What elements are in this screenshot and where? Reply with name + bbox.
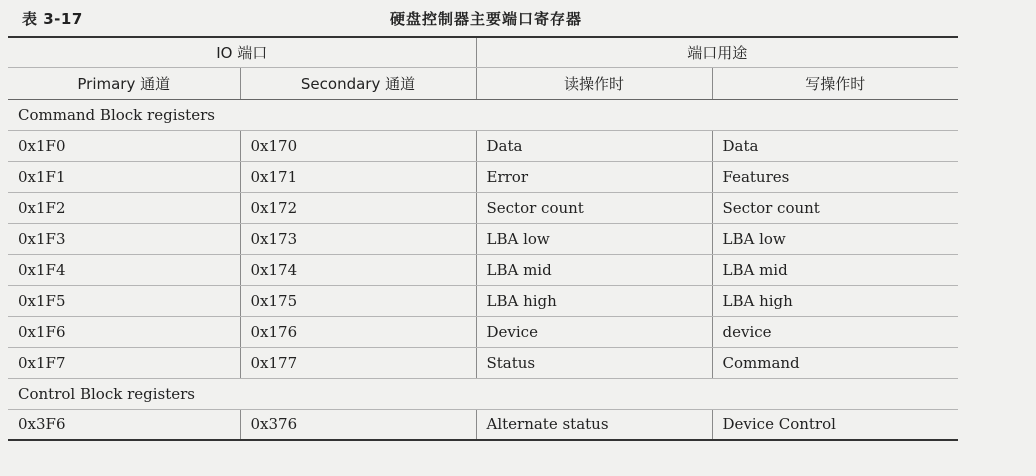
- section-label-control: Control Block registers: [8, 378, 958, 409]
- table-row: [8, 347, 958, 378]
- table-row: [8, 223, 958, 254]
- read-usage-cell: LBA low: [476, 223, 712, 254]
- port-register-table: [8, 36, 958, 441]
- read-op-header: 读操作时: [476, 67, 712, 99]
- secondary-port-cell: 0x173: [240, 223, 476, 254]
- primary-port-cell: 0x1F6: [8, 316, 240, 347]
- io-port-header: IO 端口: [8, 37, 476, 67]
- write-usage-cell: LBA high: [712, 285, 958, 316]
- secondary-port-cell: 0x174: [240, 254, 476, 285]
- secondary-port-cell: 0x170: [240, 130, 476, 161]
- secondary-channel-header: Secondary 通道: [240, 67, 476, 99]
- primary-port-cell: 0x1F3: [8, 223, 240, 254]
- primary-port-cell: 0x1F2: [8, 192, 240, 223]
- read-usage-cell: Data: [476, 130, 712, 161]
- write-usage-cell: LBA low: [712, 223, 958, 254]
- table-row: [8, 285, 958, 316]
- table-title: 硬盘控制器主要端口寄存器: [390, 10, 583, 28]
- read-usage-cell: Device: [476, 316, 712, 347]
- primary-port-cell: 0x1F7: [8, 347, 240, 378]
- write-usage-cell: LBA mid: [712, 254, 958, 285]
- primary-channel-header: Primary 通道: [8, 67, 240, 99]
- write-usage-cell: Device Control: [712, 409, 958, 440]
- table-header: [8, 37, 958, 99]
- read-usage-cell: Alternate status: [476, 409, 712, 440]
- table-row: [8, 254, 958, 285]
- section-row-command: [8, 99, 958, 130]
- read-usage-cell: Status: [476, 347, 712, 378]
- table-body: [8, 99, 958, 440]
- primary-port-cell: 0x1F4: [8, 254, 240, 285]
- write-op-header: 写操作时: [712, 67, 958, 99]
- read-usage-cell: Error: [476, 161, 712, 192]
- table-row: [8, 161, 958, 192]
- primary-port-cell: 0x1F1: [8, 161, 240, 192]
- write-usage-cell: device: [712, 316, 958, 347]
- read-usage-cell: LBA high: [476, 285, 712, 316]
- secondary-port-cell: 0x176: [240, 316, 476, 347]
- secondary-port-cell: 0x172: [240, 192, 476, 223]
- read-usage-cell: Sector count: [476, 192, 712, 223]
- secondary-port-cell: 0x171: [240, 161, 476, 192]
- header-row-sub: [8, 67, 958, 99]
- secondary-port-cell: 0x376: [240, 409, 476, 440]
- write-usage-cell: Data: [712, 130, 958, 161]
- header-row-top: [8, 37, 958, 67]
- primary-port-cell: 0x3F6: [8, 409, 240, 440]
- secondary-port-cell: 0x175: [240, 285, 476, 316]
- table-row: [8, 409, 958, 440]
- table-row: [8, 316, 958, 347]
- read-usage-cell: LBA mid: [476, 254, 712, 285]
- table-row: [8, 130, 958, 161]
- primary-port-cell: 0x1F0: [8, 130, 240, 161]
- section-row-control: [8, 378, 958, 409]
- write-usage-cell: Command: [712, 347, 958, 378]
- table-number: 表 3-17: [22, 10, 83, 28]
- primary-port-cell: 0x1F5: [8, 285, 240, 316]
- table-caption: [0, 6, 1036, 32]
- write-usage-cell: Sector count: [712, 192, 958, 223]
- secondary-port-cell: 0x177: [240, 347, 476, 378]
- table-row: [8, 192, 958, 223]
- write-usage-cell: Features: [712, 161, 958, 192]
- section-label-command: Command Block registers: [8, 99, 958, 130]
- port-usage-header: 端口用途: [476, 37, 958, 67]
